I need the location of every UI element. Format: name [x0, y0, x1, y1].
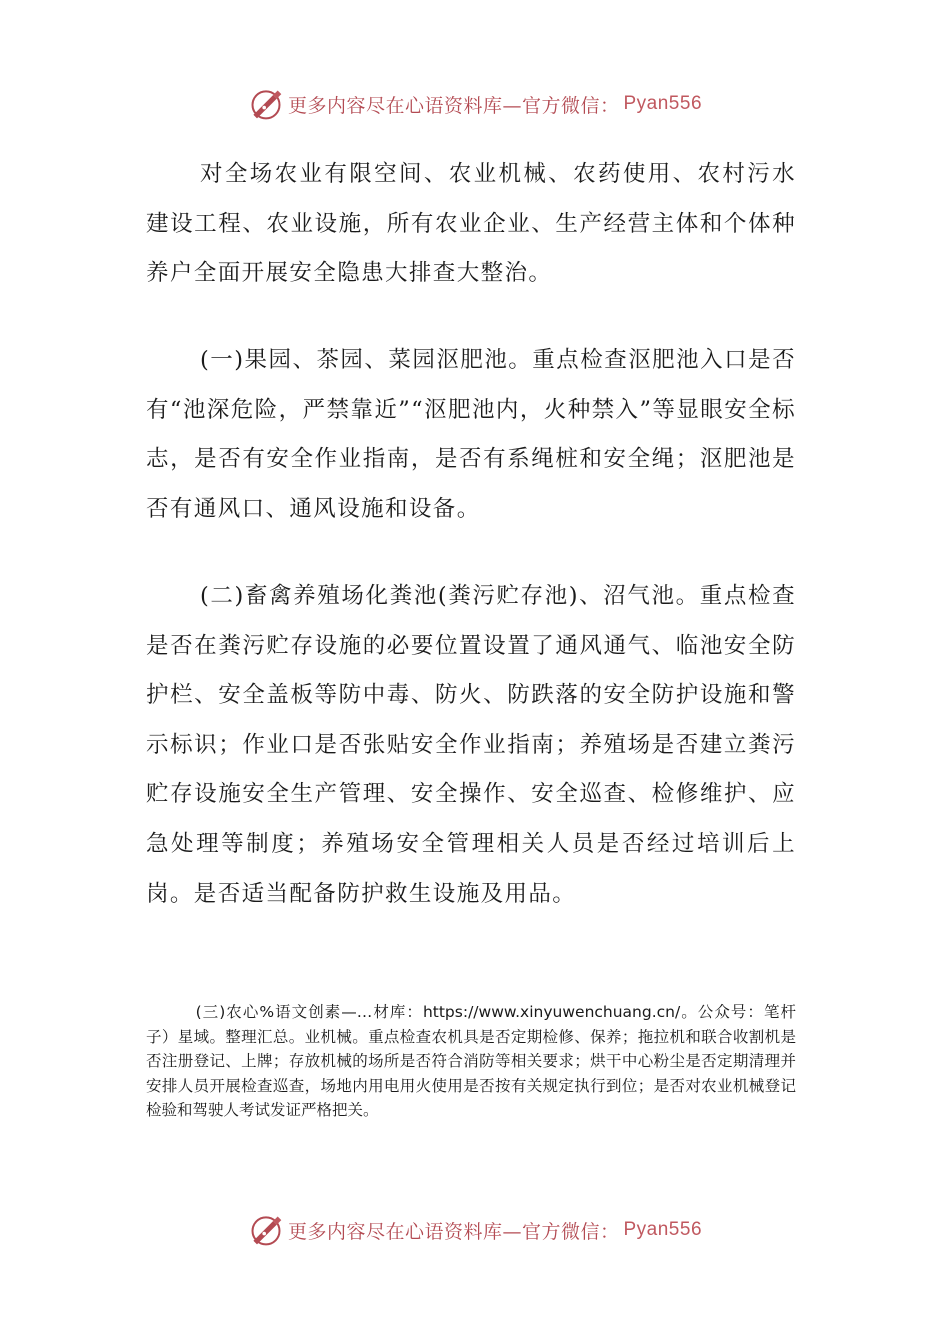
paragraph-machinery: (三)农心%语文创素—…材库：https://www.xinyuwenchuang.cn/。公众号：笔杆子）星域。整理汇总。业机械。重点检查农机具是否定期检修、保养；拖拉机和联合收割机是否注册登记、上牌；存放机械的场所是否符合消防等相关要求；烘干中心粉尘是否定期清理并安排人员开展检查巡查，场地内用电用火使用是否按有关规定执行到位；是否对农业机械登记检验和驾驶人考试发证严格把关。	[146, 1003, 796, 1119]
footer-banner-text: 更多内容尽在心语资料库—官方微信：	[287, 1220, 620, 1243]
paragraph-intro: 对全场农业有限空间、农业机械、农药使用、农村污水建设工程、农业设施，所有农业企业、生产经营主体和个体种养户全面开展安全隐患大排查大整治。	[146, 161, 796, 287]
header-banner-text: 更多内容尽在心语资料库—官方微信：	[287, 94, 620, 117]
pen-nib-logo-icon	[248, 86, 284, 122]
header-wechat-id: Pyan556	[623, 93, 703, 114]
footer-wechat-id: Pyan556	[623, 1219, 703, 1240]
header-banner	[0, 84, 950, 124]
pen-nib-logo-icon	[248, 1212, 284, 1248]
paragraph-manure-pools: (二)畜禽养殖场化粪池(粪污贮存池)、沼气池。重点检查是否在粪污贮存设施的必要位置设置了通风通气、临池安全防护栏、安全盖板等防中毒、防火、防跌落的安全防护设施和警示标识；作业口是否张贴安全作业指南；养殖场是否建立粪污贮存设施安全生产管理、安全操作、安全巡查、检修维护、应急处理等制度；养殖场安全管理相关人员是否经过培训后上岗。是否适当配备防护救生设施及用品。	[146, 583, 796, 907]
footer-banner	[0, 1210, 950, 1250]
paragraph-compost-pools: (一)果园、茶园、菜园沤肥池。重点检查沤肥池入口是否有“池深危险，严禁靠近”“沤肥池内，火种禁入”等显眼安全标志，是否有安全作业指南，是否有系绳桩和安全绳；沤肥池是否有通风口、通风设施和设备。	[146, 347, 796, 522]
